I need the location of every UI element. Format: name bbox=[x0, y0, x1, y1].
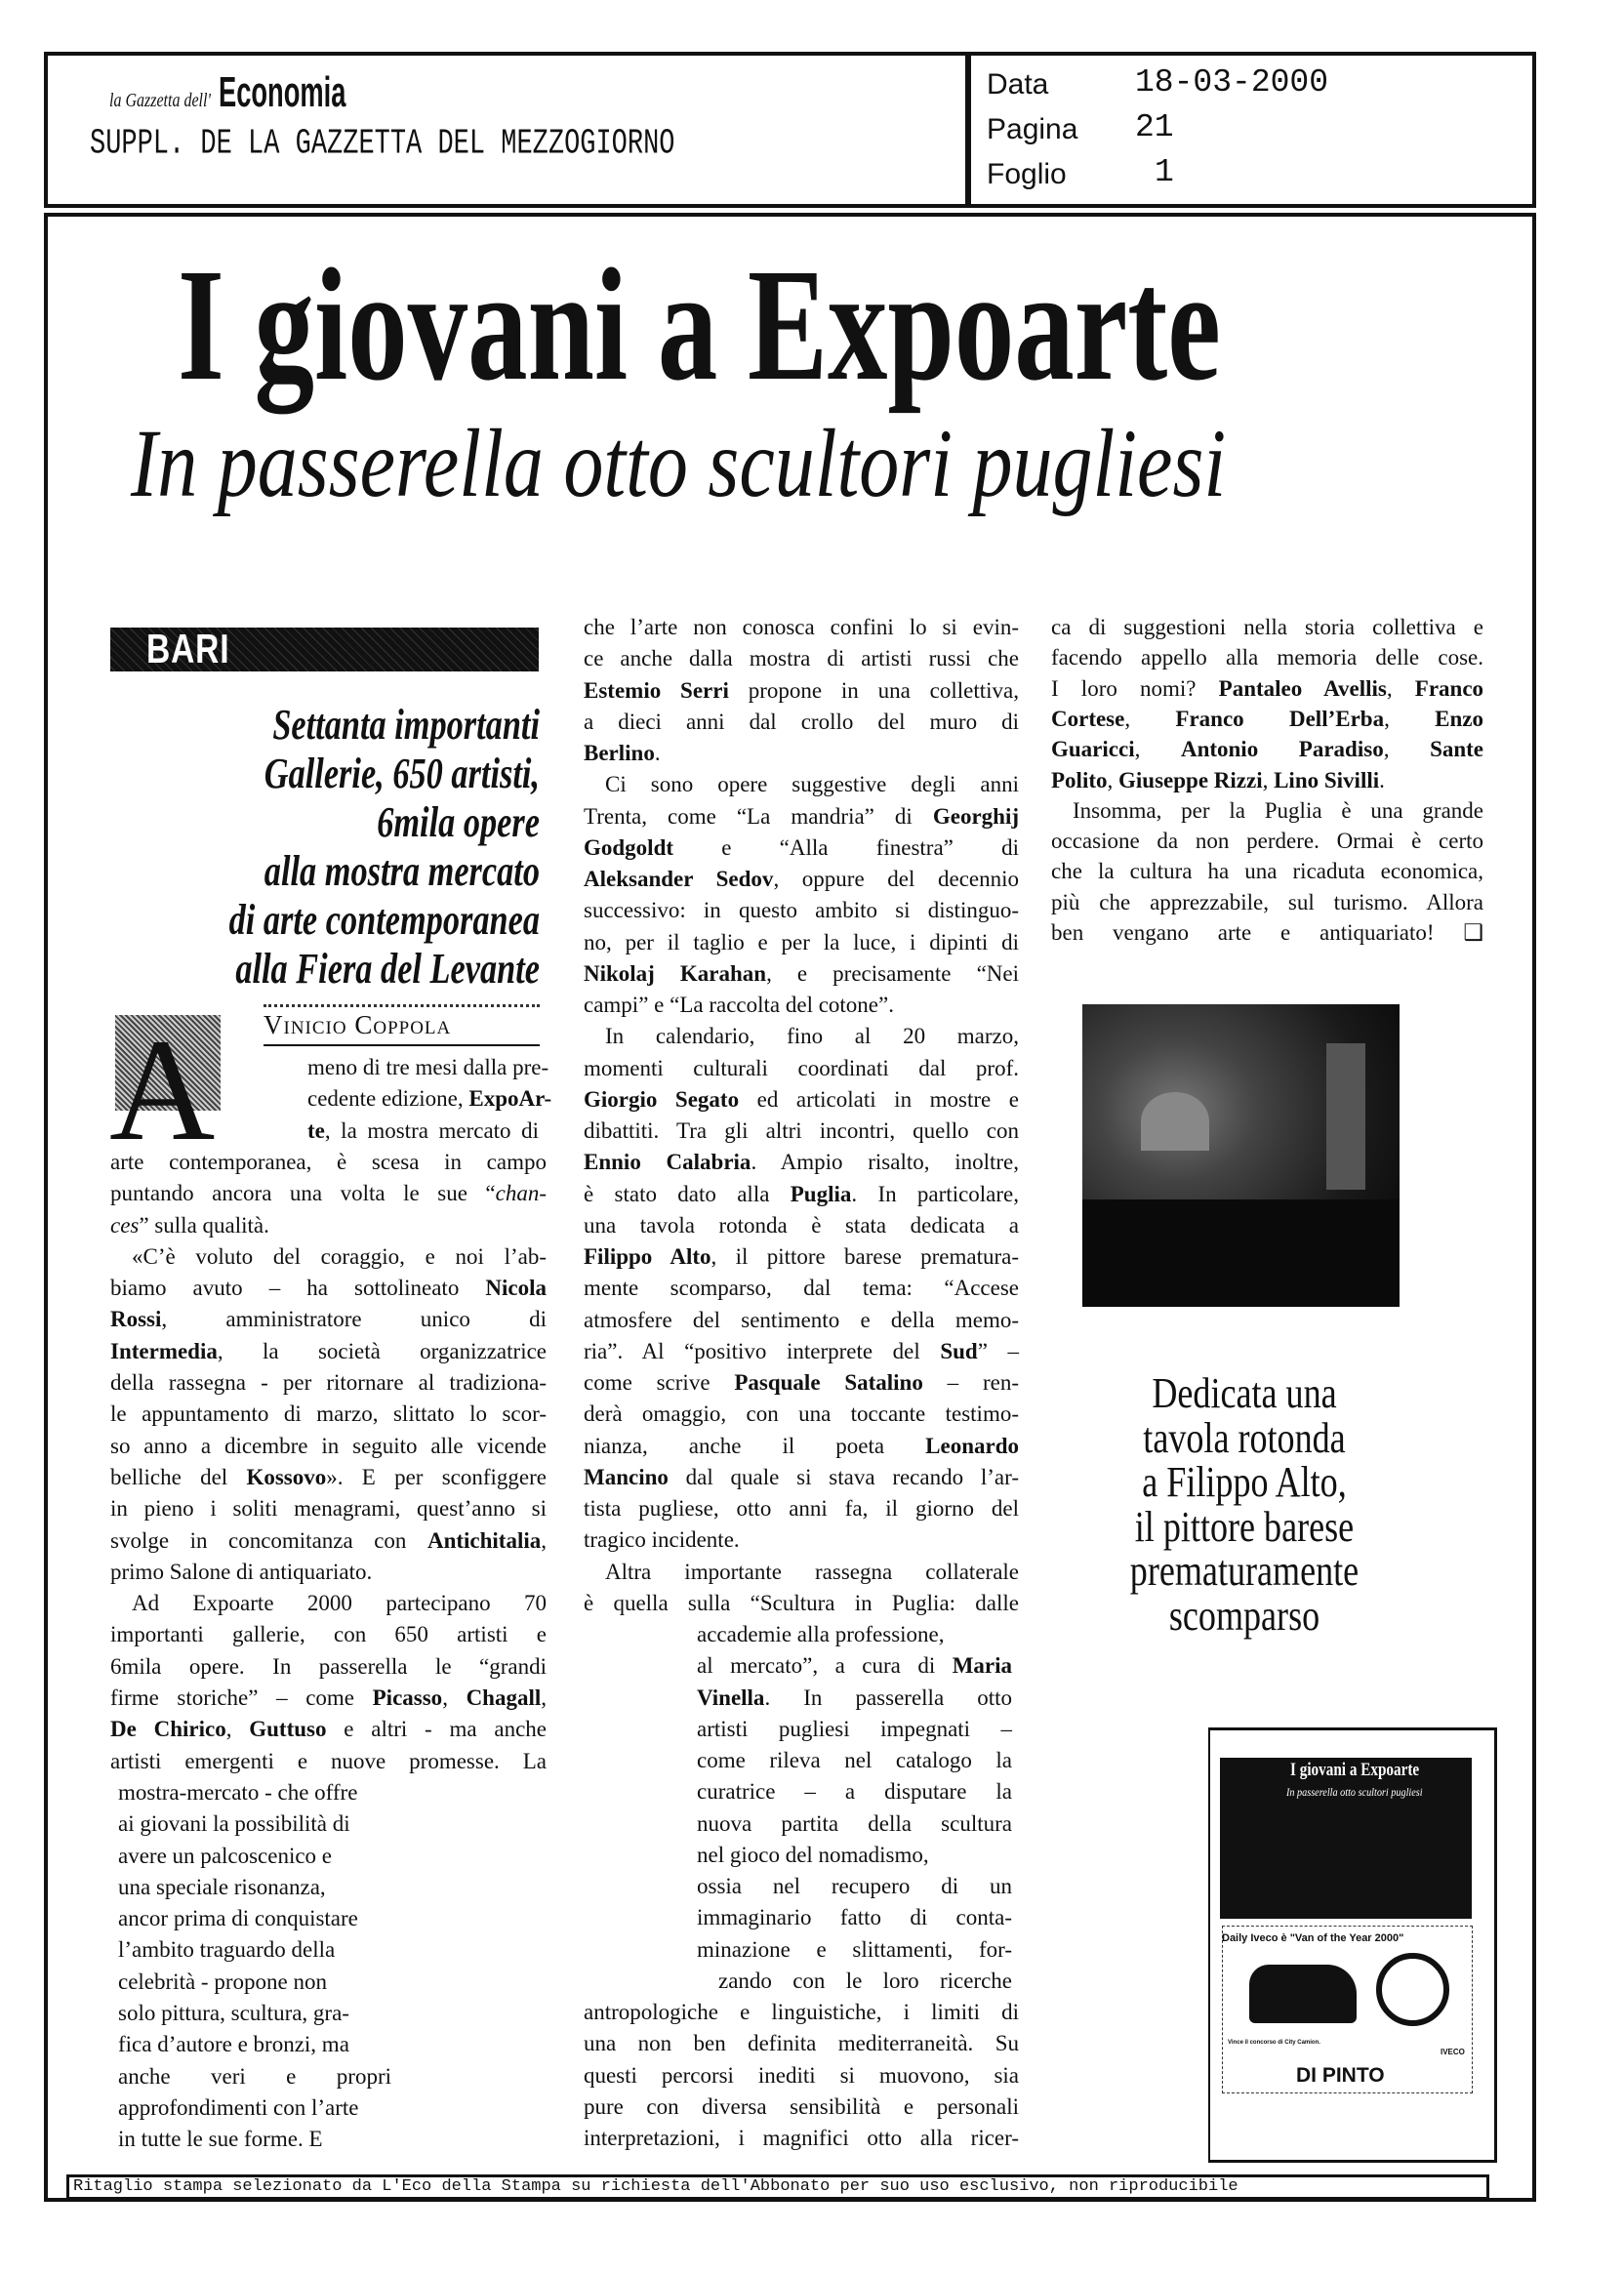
text-line bbox=[584, 1431, 1019, 1462]
text-run: ” – bbox=[977, 1338, 1019, 1363]
text-run: tragico incidente. bbox=[584, 1527, 740, 1553]
text-run: Vinella bbox=[697, 1685, 765, 1710]
text-run: ria”. Al “positivo interprete del bbox=[584, 1338, 941, 1363]
text-run: , il pittore barese prematura- bbox=[710, 1244, 1019, 1269]
text-line bbox=[584, 1210, 1019, 1241]
text-line bbox=[110, 1399, 547, 1430]
text-line bbox=[118, 1777, 391, 1808]
logo-prefix: la Gazzetta dell' bbox=[109, 90, 211, 111]
text-run: , bbox=[1384, 706, 1436, 731]
text-run: Nicola bbox=[485, 1276, 547, 1301]
text-line bbox=[1051, 734, 1483, 764]
text-run: occasione da non perdere. Ormai è certo bbox=[1051, 829, 1483, 854]
text-run: , bbox=[1383, 737, 1431, 762]
drop-cap: A bbox=[109, 1009, 216, 1171]
text-run: a dieci anni dal crollo del muro di bbox=[584, 709, 1019, 734]
text-run: importanti gallerie, con 650 artisti e bbox=[110, 1622, 547, 1647]
text-line bbox=[118, 2124, 391, 2155]
text-run: come rileva nel catalogo la bbox=[697, 1748, 1012, 1772]
text-run: Giuseppe Rizzi bbox=[1118, 767, 1263, 792]
deck-line: Settanta importanti bbox=[272, 701, 540, 749]
text-line bbox=[697, 1650, 1012, 1682]
logo-main: Economia bbox=[218, 68, 346, 116]
text-run: derà omaggio, con una toccante testimo- bbox=[584, 1401, 1019, 1427]
text-line bbox=[1051, 826, 1483, 856]
page-value: 21 bbox=[1135, 109, 1174, 145]
byline-divider bbox=[264, 1004, 540, 1007]
deck-line: alla Fiera del Levante bbox=[235, 945, 540, 993]
text-line bbox=[1051, 887, 1483, 917]
text-run: Georghij bbox=[932, 803, 1019, 829]
text-run: anche veri e propri bbox=[118, 2063, 391, 2089]
text-line bbox=[584, 1305, 1019, 1336]
text-run: artisti pugliesi impegnati – bbox=[697, 1716, 1012, 1741]
text-run: ca di suggestioni nella storia collettiva e bbox=[1051, 615, 1483, 639]
text-run: , bbox=[1107, 767, 1118, 792]
text-run: dibattiti. Tra gli altri incontri, quello con bbox=[584, 1118, 1019, 1143]
deck-line: Gallerie, 650 artisti, bbox=[264, 750, 540, 797]
text-run: Antonio Paradiso bbox=[1180, 737, 1384, 762]
text-run: Leonardo bbox=[925, 1433, 1019, 1458]
text-run: , oppure del decennio bbox=[773, 867, 1019, 891]
text-run: Lino Sivilli bbox=[1274, 767, 1380, 792]
text-line bbox=[584, 612, 1019, 643]
text-run: in pieno i soliti menagrami, quest’anno si bbox=[110, 1496, 547, 1522]
text-run: che l’arte non conosca confini lo si evin- bbox=[584, 615, 1019, 639]
text-run: , bbox=[442, 1685, 467, 1710]
text-line bbox=[584, 864, 1019, 895]
text-run: cedente edizione, bbox=[307, 1086, 469, 1112]
text-line bbox=[697, 1808, 1012, 1840]
text-run: . In particolare, bbox=[851, 1181, 1020, 1206]
text-run: primo Salone di antiquariato. bbox=[110, 1559, 373, 1584]
supplement-name: SUPPL. DE LA GAZZETTA DEL MEZZOGIORNO bbox=[90, 125, 675, 165]
text-line bbox=[697, 1934, 1012, 1966]
text-run: Kossovo bbox=[246, 1464, 327, 1489]
text-line bbox=[118, 1934, 391, 1966]
text-run: e altri - ma anche bbox=[326, 1717, 547, 1742]
text-run: una tavola rotonda è stata dedicata a bbox=[584, 1212, 1019, 1238]
text-run: ossia nel recupero di un bbox=[697, 1874, 1012, 1898]
text-run: . bbox=[1379, 767, 1385, 792]
ad-headline: Daily Iveco è "Van of the Year 2000" bbox=[1222, 1932, 1404, 1944]
text-run: no, per il taglio e per la luce, i dipinti di bbox=[584, 929, 1019, 954]
text-run: ed articolati in mostre e bbox=[739, 1086, 1019, 1112]
caption-line: scomparso bbox=[1168, 1591, 1320, 1640]
text-line bbox=[132, 1588, 547, 1619]
text-run: della rassegna - per ritornare al tradiziona- bbox=[110, 1370, 547, 1395]
text-run: che la cultura ha una ricaduta economica, bbox=[1051, 859, 1483, 884]
text-line bbox=[110, 1367, 547, 1399]
text-run: ai giovani la possibilità di bbox=[118, 1811, 350, 1837]
text-run: atmosfere del sentimento e della memo- bbox=[584, 1307, 1019, 1332]
text-line bbox=[132, 1241, 547, 1273]
text-line bbox=[118, 1841, 391, 1872]
text-run: Godgoldt bbox=[584, 834, 674, 860]
caption-line: il pittore barese bbox=[1134, 1502, 1355, 1551]
text-line bbox=[584, 1399, 1019, 1430]
article-title: I giovani a Expoarte bbox=[178, 235, 1221, 414]
sheet-value: 1 bbox=[1155, 154, 1174, 190]
text-line bbox=[118, 2029, 391, 2060]
text-line bbox=[584, 1084, 1019, 1116]
text-run: interpretazioni, i magnifici otto alla ricer- bbox=[584, 2126, 1019, 2150]
text-line bbox=[584, 2060, 1019, 2091]
date-value: 18-03-2000 bbox=[1135, 64, 1329, 101]
text-run: , amministratore unico di bbox=[161, 1307, 547, 1332]
text-run: . bbox=[654, 741, 661, 765]
ad-dealer: DI PINTO bbox=[1296, 2064, 1385, 2087]
text-run: mostra-mercato - che offre bbox=[118, 1779, 358, 1805]
text-line bbox=[697, 1619, 1012, 1650]
text-line bbox=[1051, 642, 1483, 672]
text-line bbox=[118, 1998, 391, 2029]
text-run: , bbox=[1134, 737, 1181, 762]
text-line bbox=[605, 1021, 1019, 1052]
text-run: Berlino bbox=[584, 741, 655, 765]
text-run: artisti emergenti e nuove promesse. La bbox=[110, 1748, 547, 1773]
text-line bbox=[110, 1714, 547, 1745]
text-line bbox=[110, 1147, 547, 1178]
text-run: momenti culturali coordinati dal prof. bbox=[584, 1055, 1019, 1080]
text-run: firme storiche” – come bbox=[110, 1685, 373, 1710]
text-run: Maria bbox=[952, 1653, 1012, 1679]
text-line bbox=[584, 832, 1019, 864]
text-run: mente scomparso, dal tema: “Accese bbox=[584, 1276, 1019, 1301]
thumbnail-subtitle: In passerella otto scultori pugliesi bbox=[1286, 1785, 1423, 1799]
text-run: Giorgio Segato bbox=[584, 1086, 740, 1112]
text-run: Antichitalia bbox=[426, 1527, 542, 1553]
thumbnail-title: I giovani a Expoarte bbox=[1290, 1760, 1420, 1780]
text-run: Ci sono opere suggestive degli anni bbox=[605, 772, 1019, 797]
text-run: , bbox=[1386, 675, 1415, 701]
text-run: immaginario fatto di conta- bbox=[697, 1905, 1012, 1930]
globe-image bbox=[1376, 1953, 1449, 2026]
text-run: Intermedia bbox=[110, 1338, 218, 1363]
text-line bbox=[584, 1053, 1019, 1084]
photo-caption bbox=[1074, 1371, 1415, 1638]
text-run: celebrità - propone non bbox=[118, 1969, 327, 1994]
text-run: Sante bbox=[1430, 737, 1484, 762]
text-line bbox=[584, 738, 1019, 769]
text-run: puntando ancora una volta le sue “ bbox=[110, 1181, 496, 1206]
text-line bbox=[584, 643, 1019, 674]
text-line bbox=[110, 1525, 547, 1557]
text-run: successivo: in questo ambito si distinguo- bbox=[584, 898, 1019, 923]
text-line bbox=[110, 1557, 547, 1588]
text-run: , la società organizzatrice bbox=[217, 1338, 547, 1363]
deck-line: 6mila opere bbox=[377, 798, 540, 846]
text-line bbox=[584, 927, 1019, 958]
text-run: Chagall bbox=[466, 1685, 542, 1710]
text-line bbox=[110, 1683, 547, 1714]
text-line bbox=[1051, 856, 1483, 886]
text-line bbox=[697, 1714, 1012, 1745]
text-run: dal quale si stava recando l’ar- bbox=[668, 1464, 1019, 1489]
byline: Vinicio Coppola bbox=[264, 1010, 452, 1039]
text-line bbox=[584, 1524, 1019, 1556]
text-run: ces bbox=[110, 1212, 140, 1238]
text-run: , bbox=[541, 1527, 547, 1553]
sheet-label: Foglio bbox=[987, 158, 1067, 190]
text-run: svolge in concomitanza con bbox=[110, 1527, 427, 1553]
text-run: Sud bbox=[940, 1338, 978, 1363]
text-run: . Ampio risalto, inoltre, bbox=[751, 1150, 1019, 1175]
text-run: campi” e “La raccolta del cotone”. bbox=[584, 993, 894, 1017]
text-run: e “Alla finestra” di bbox=[673, 834, 1019, 860]
text-line bbox=[307, 1052, 549, 1083]
text-run: Altra importante rassegna collaterale bbox=[605, 1559, 1019, 1584]
text-run: Cortese bbox=[1051, 706, 1125, 731]
text-run: Aleksander Sedov bbox=[584, 867, 774, 891]
section-label: BARI bbox=[146, 626, 230, 671]
text-line bbox=[118, 1872, 391, 1903]
text-line bbox=[584, 1241, 1019, 1273]
text-run: fica d’autore e bronzi, ma bbox=[118, 2032, 349, 2057]
text-line bbox=[110, 1210, 547, 1241]
text-run: Picasso bbox=[372, 1685, 443, 1710]
text-line bbox=[697, 1683, 1012, 1714]
date-label: Data bbox=[987, 68, 1049, 101]
text-run: Polito bbox=[1051, 767, 1108, 792]
text-run: , la mostra mercato di bbox=[324, 1117, 539, 1143]
text-line bbox=[697, 1871, 1012, 1902]
text-run: facendo appello alla memoria delle cose. bbox=[1051, 645, 1483, 670]
text-run: Ennio Calabria bbox=[584, 1150, 751, 1175]
text-run: questi percorsi inediti si muovono, sia bbox=[584, 2062, 1019, 2088]
text-run: curatrice – a disputare la bbox=[697, 1779, 1012, 1805]
text-line bbox=[584, 2123, 1019, 2154]
text-line bbox=[584, 1336, 1019, 1367]
text-line bbox=[110, 1336, 547, 1367]
text-line bbox=[307, 1083, 552, 1115]
text-line bbox=[584, 958, 1019, 990]
page-label: Pagina bbox=[987, 113, 1078, 145]
text-run: nuova partita della scultura bbox=[697, 1810, 1012, 1836]
text-line bbox=[110, 1493, 547, 1524]
text-run: , bbox=[1262, 767, 1275, 792]
text-run: pure con diversa sensibilità e personali bbox=[584, 2093, 1019, 2119]
text-run: 6mila opere. In passerella le “grandi bbox=[110, 1653, 547, 1679]
text-run: Guaricci bbox=[1051, 737, 1135, 762]
text-run: accademie alla professione, bbox=[697, 1622, 945, 1646]
text-line bbox=[1051, 612, 1483, 642]
text-line bbox=[110, 1746, 547, 1777]
text-line bbox=[697, 1745, 1012, 1776]
text-run: I loro nomi? bbox=[1051, 675, 1219, 701]
text-run: ». E per sconfiggere bbox=[326, 1464, 547, 1489]
text-line bbox=[584, 1273, 1019, 1304]
caption-line: a Filippo Alto, bbox=[1142, 1458, 1347, 1506]
text-line bbox=[584, 1462, 1019, 1493]
text-line bbox=[697, 1902, 1012, 1933]
text-run: in tutte le sue forme. E bbox=[118, 2127, 323, 2152]
text-run: In calendario, fino al 20 marzo, bbox=[605, 1024, 1019, 1049]
text-run: ancor prima di conquistare bbox=[118, 1906, 358, 1931]
text-run: una speciale risonanza, bbox=[118, 1874, 326, 1899]
text-run: . In passerella otto bbox=[764, 1685, 1012, 1710]
text-run: ben vengano arte e antiquariato! ❑ bbox=[1051, 920, 1483, 945]
text-line bbox=[584, 675, 1019, 707]
text-line bbox=[584, 2028, 1019, 2059]
text-run: ce anche dalla mostra di artisti russi che bbox=[584, 646, 1019, 671]
text-run: Trenta, come “La mandria” di bbox=[584, 803, 933, 829]
text-line bbox=[1051, 704, 1483, 734]
text-run: tista pugliese, otto anni fa, il giorno del bbox=[584, 1496, 1019, 1521]
text-run: minazione e slittamenti, for- bbox=[697, 1936, 1012, 1962]
text-run: approfondimenti con l’arte bbox=[118, 2094, 359, 2120]
thumbnail-page-image bbox=[1220, 1758, 1472, 1919]
text-line bbox=[118, 2092, 391, 2124]
text-run: Mancino bbox=[584, 1464, 669, 1489]
text-line bbox=[584, 2091, 1019, 2123]
text-run: Estemio Serri bbox=[584, 677, 729, 703]
text-run: Guttuso bbox=[249, 1717, 327, 1742]
text-run: una non ben definita mediterraneità. Su bbox=[584, 2031, 1019, 2056]
text-line bbox=[697, 1776, 1012, 1807]
text-line bbox=[1051, 765, 1483, 795]
text-run: meno di tre mesi dalla pre- bbox=[307, 1055, 549, 1079]
text-run: te bbox=[307, 1117, 325, 1143]
text-line bbox=[584, 895, 1019, 926]
text-run: arte contemporanea, è scesa in campo bbox=[110, 1149, 547, 1174]
newspaper-logo bbox=[109, 68, 424, 117]
text-run: Franco bbox=[1414, 675, 1484, 701]
text-line bbox=[110, 1651, 547, 1683]
text-line bbox=[1073, 795, 1483, 826]
ad-text: Vince il concorso di City Camion. bbox=[1228, 2040, 1320, 2046]
text-line bbox=[307, 1116, 539, 1147]
deck-line: di arte contemporanea bbox=[228, 896, 541, 944]
text-run: l’ambito traguardo della bbox=[118, 1937, 336, 1963]
text-run: avere un palcoscenico e bbox=[118, 1843, 333, 1868]
text-run: nianza, anche il poeta bbox=[584, 1433, 926, 1458]
text-line bbox=[110, 1462, 547, 1493]
text-line bbox=[118, 1903, 391, 1934]
text-line bbox=[584, 1367, 1019, 1399]
text-run: come scrive bbox=[584, 1370, 735, 1395]
text-run: ExpoAr- bbox=[468, 1086, 552, 1112]
text-run: Enzo bbox=[1435, 706, 1483, 731]
text-run: al mercato”, a cura di bbox=[697, 1653, 953, 1679]
text-line bbox=[584, 1997, 1019, 2028]
text-run: nel gioco del nomadismo, bbox=[697, 1842, 929, 1867]
text-run: Ad Expoarte 2000 partecipano 70 bbox=[132, 1591, 547, 1616]
text-line bbox=[118, 2061, 391, 2092]
text-line bbox=[110, 1619, 547, 1650]
text-line bbox=[718, 1966, 1012, 1997]
text-run: De Chirico bbox=[110, 1717, 226, 1742]
text-line bbox=[118, 1967, 391, 1998]
text-run: ” sulla qualità. bbox=[139, 1212, 269, 1238]
van-image bbox=[1249, 1965, 1357, 2023]
text-run: , bbox=[1124, 706, 1176, 731]
page-thumbnail bbox=[1208, 1727, 1497, 2163]
text-line bbox=[110, 1273, 547, 1304]
section-banner bbox=[110, 628, 539, 671]
text-line bbox=[110, 1304, 547, 1335]
text-run: so anno a dicembre in seguito alle vicende bbox=[110, 1433, 547, 1458]
text-run: Insomma, per la Puglia è una grande bbox=[1073, 797, 1483, 823]
text-run: Pantaleo Avellis bbox=[1218, 675, 1387, 701]
text-line bbox=[584, 990, 1019, 1021]
text-run: «C’è voluto del coraggio, e noi l’ab- bbox=[132, 1243, 547, 1269]
text-line bbox=[584, 1116, 1019, 1147]
text-line bbox=[605, 769, 1019, 800]
text-run: Pasquale Satalino bbox=[734, 1370, 923, 1395]
text-run: zando con le loro ricerche bbox=[718, 1968, 1012, 1993]
text-run: solo pittura, scultura, gra- bbox=[118, 2001, 349, 2025]
text-line bbox=[584, 1147, 1019, 1178]
text-line bbox=[584, 801, 1019, 832]
text-line bbox=[1051, 917, 1483, 948]
text-run: Puglia bbox=[790, 1181, 852, 1206]
text-line bbox=[1051, 673, 1483, 704]
text-run: Franco Dell’Erba bbox=[1175, 706, 1385, 731]
text-line bbox=[110, 1178, 547, 1209]
article-subtitle: In passerella otto scultori pugliesi bbox=[131, 409, 1227, 517]
text-line bbox=[118, 1808, 391, 1840]
text-run: è stato dato alla bbox=[584, 1181, 791, 1206]
text-run: antropologiche e linguistiche, i limiti di bbox=[584, 2000, 1019, 2024]
caption-line: prematuramente bbox=[1129, 1547, 1360, 1595]
text-run: è quella sulla “Scultura in Puglia: dalle bbox=[584, 1590, 1019, 1615]
text-run: chan- bbox=[495, 1181, 547, 1206]
byline-underline bbox=[264, 1044, 540, 1046]
text-run: , bbox=[225, 1717, 250, 1742]
press-clipping-notice: Ritaglio stampa selezionato da L'Eco della Stampa su richiesta dell'Abbonato per suo uso esclusivo, non riproducibile bbox=[66, 2174, 1489, 2200]
text-line bbox=[605, 1557, 1019, 1588]
text-run: , e precisamente “Nei bbox=[766, 960, 1019, 986]
caption-line: Dedicata una bbox=[1152, 1369, 1337, 1417]
text-run: , bbox=[541, 1685, 547, 1710]
article-photo bbox=[1082, 1004, 1400, 1307]
article-deck bbox=[110, 701, 540, 994]
caption-line: tavola rotonda bbox=[1143, 1413, 1346, 1462]
text-run: belliche del bbox=[110, 1464, 247, 1489]
text-run: biamo avuto – ha sottolineato bbox=[110, 1276, 486, 1301]
text-line bbox=[584, 1588, 1019, 1619]
text-line bbox=[697, 1840, 1012, 1871]
text-run: propone in una collettiva, bbox=[728, 677, 1020, 703]
text-line bbox=[584, 707, 1019, 738]
text-run: più che apprezzabile, sul turismo. Allora bbox=[1051, 889, 1483, 914]
text-run: Nikolaj Karahan bbox=[584, 960, 767, 986]
text-line bbox=[584, 1179, 1019, 1210]
text-run: – ren- bbox=[922, 1370, 1019, 1395]
ad-brand: IVECO bbox=[1441, 2048, 1465, 2056]
text-line bbox=[110, 1431, 547, 1462]
text-run: le appuntamento di marzo, slittato lo scor- bbox=[110, 1401, 547, 1427]
text-line bbox=[584, 1493, 1019, 1524]
deck-line: alla mostra mercato bbox=[264, 847, 540, 895]
text-run: Rossi bbox=[110, 1307, 162, 1332]
text-run: Filippo Alto bbox=[584, 1244, 711, 1269]
